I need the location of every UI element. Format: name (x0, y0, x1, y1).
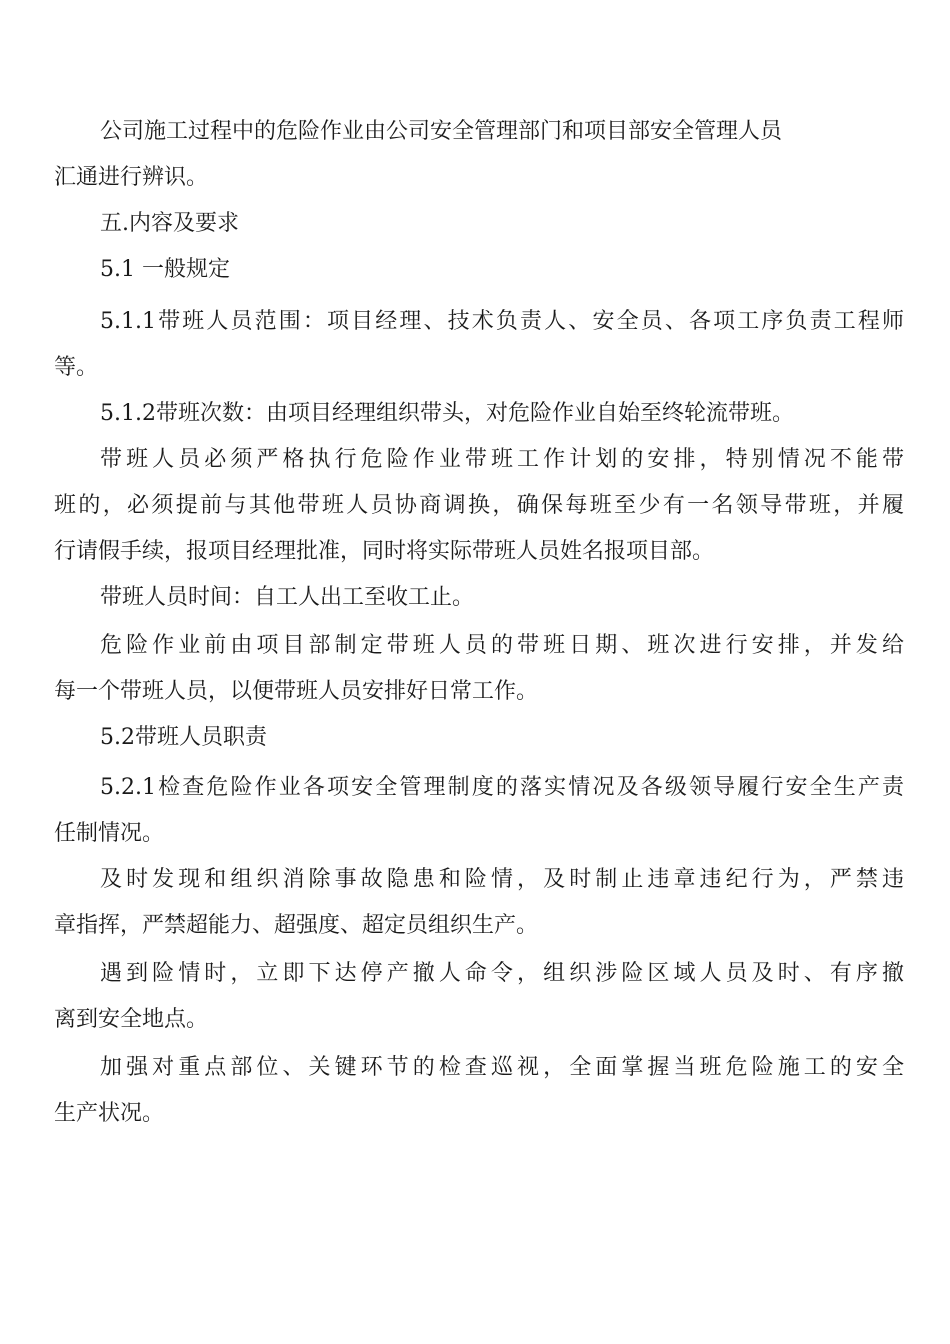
section-heading: 五.内容及要求 (100, 211, 239, 236)
paragraph-line: 危险作业前由项目部制定带班人员的带班日期、班次进行安排，并发给 (100, 633, 904, 658)
paragraph-line: 5.1.1带班人员范围：项目经理、技术负责人、安全员、各项工序负责工程师 (100, 309, 904, 334)
paragraph-line: 加强对重点部位、关键环节的检查巡视，全面掌握当班危险施工的安全 (100, 1055, 904, 1080)
paragraph-line: 公司施工过程中的危险作业由公司安全管理部门和项目部安全管理人员 (100, 119, 783, 144)
paragraph-line: 班的，必须提前与其他带班人员协商调换，确保每班至少有一名领导带班，并履 (54, 493, 904, 518)
paragraph-line: 5.2.1检查危险作业各项安全管理制度的落实情况及各级领导履行安全生产责 (100, 775, 904, 800)
paragraph-line: 5.1.2带班次数：由项目经理组织带头，对危险作业自始至终轮流带班。 (100, 401, 794, 426)
subsection-heading: 5.2带班人员职责 (100, 725, 267, 750)
paragraph-line: 汇通进行辨识。 (54, 165, 209, 190)
paragraph-line: 章指挥，严禁超能力、超强度、超定员组织生产。 (54, 913, 539, 938)
paragraph-line: 任制情况。 (54, 821, 165, 846)
paragraph-line: 带班人员时间：自工人出工至收工止。 (100, 585, 475, 610)
paragraph-line: 等。 (54, 355, 99, 380)
subsection-heading: 5.1 一般规定 (100, 257, 230, 282)
paragraph-line: 离到安全地点。 (54, 1007, 209, 1032)
paragraph-line: 带班人员必须严格执行危险作业带班工作计划的安排，特别情况不能带 (100, 447, 904, 472)
paragraph-line: 行请假手续，报项目经理批准，同时将实际带班人员姓名报项目部。 (54, 539, 715, 564)
paragraph-line: 生产状况。 (54, 1101, 165, 1126)
paragraph-line: 及时发现和组织消除事故隐患和险情，及时制止违章违纪行为，严禁违 (100, 867, 904, 892)
paragraph-line: 遇到险情时，立即下达停产撤人命令，组织涉险区域人员及时、有序撤 (100, 961, 904, 986)
paragraph-line: 每一个带班人员，以便带班人员安排好日常工作。 (54, 679, 539, 704)
